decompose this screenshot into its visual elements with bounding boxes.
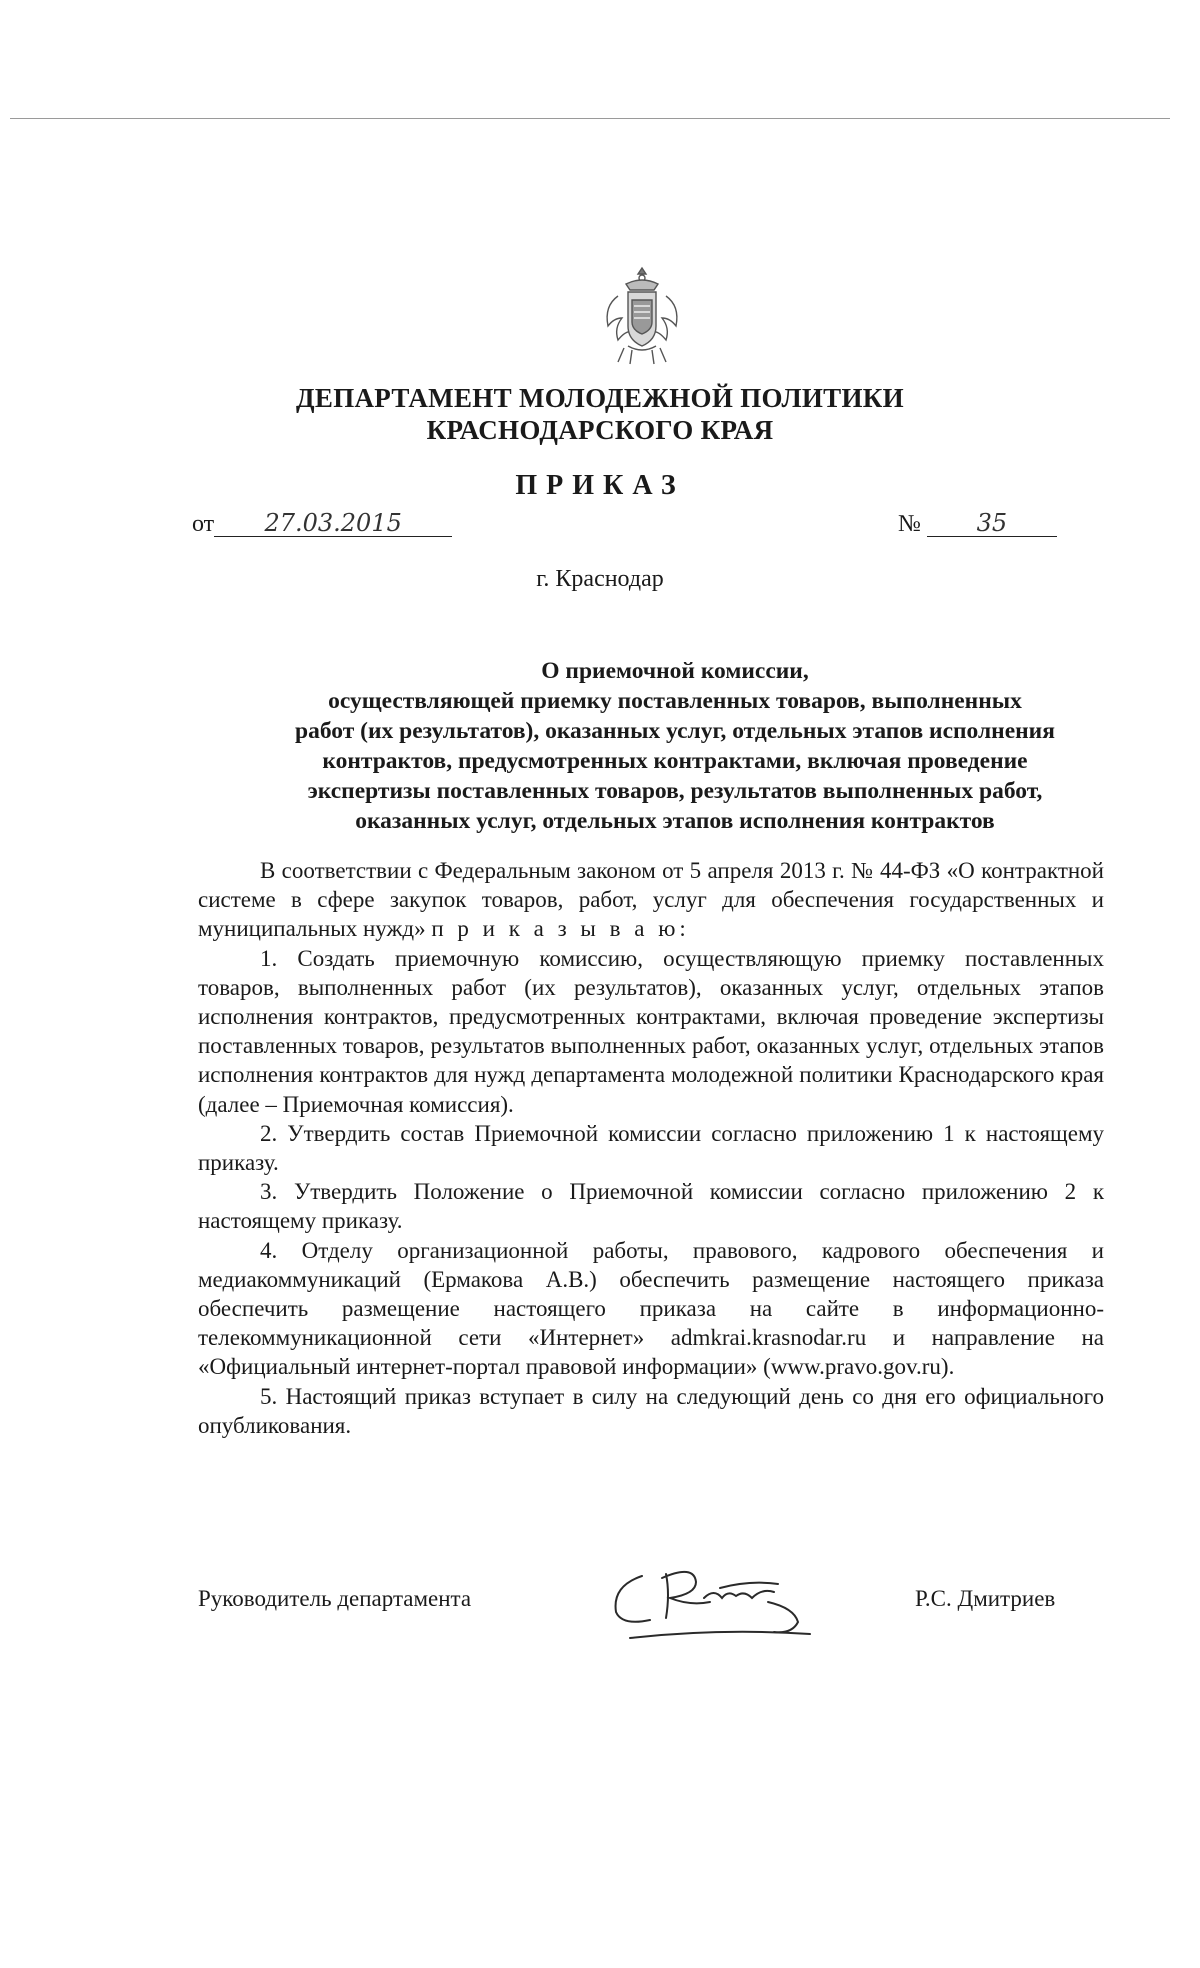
subject-line: оказанных услуг, отдельных этапов исполнения контрактов xyxy=(355,808,995,834)
org-line-1: ДЕПАРТАМЕНТ МОЛОДЕЖНОЙ ПОЛИТИКИ xyxy=(296,383,904,413)
order-item: 2. Утвердить состав Приемочной комиссии согласно приложению 1 к настоящему приказу. xyxy=(198,1120,1104,1176)
order-subject xyxy=(215,656,1135,836)
handwritten-signature xyxy=(600,1548,850,1648)
number-field xyxy=(898,510,1057,538)
subject-line: работ (их результатов), оказанных услуг, отдельных этапов исполнения xyxy=(295,718,1055,744)
order-word: п р и к а з ы в а ю: xyxy=(431,916,690,942)
date-value: 27.03.2015 xyxy=(214,510,452,537)
subject-line: контрактов, предусмотренных контрактами, включая проведение xyxy=(322,748,1028,774)
subject-line: О приемочной комиссии, xyxy=(541,658,809,684)
number-prefix: № xyxy=(898,511,921,537)
city: г. Краснодар xyxy=(536,566,664,592)
preamble-paragraph xyxy=(198,856,1104,944)
organization-name xyxy=(0,382,1200,446)
org-line-2: КРАСНОДАРСКОГО КРАЯ xyxy=(426,415,774,445)
preamble-text: В соответствии с Федеральным законом от 5 апреля 2013 г. № 44-ФЗ «О контрактной системе в сфере закупок товаров, работ, услуг для обеспечения государственных и муниципальных нужд» xyxy=(198,858,1104,942)
signatory-name: Р.С. Дмитриев xyxy=(915,1586,1056,1611)
order-item: 5. Настоящий приказ вступает в силу на следующий день со дня его официального опубликования. xyxy=(198,1383,1104,1438)
scan-top-rule xyxy=(10,118,1170,119)
order-item: 4. Отделу организационной работы, правового, кадрового обеспечения и медиакоммуникаций (Ермакова А.В.) обеспечить размещение настоящего приказа обеспечить размещение настоящего приказа на сайте в информационно-телекоммуникационной сети «Интернет» admkrai.krasnodar.ru и направление на «Официальный интернет-портал правовой информации» (www.pravo.gov.ru). xyxy=(198,1237,1104,1380)
subject-line: осуществляющей приемку поставленных товаров, выполненных xyxy=(328,688,1022,714)
number-value: 35 xyxy=(927,510,1057,537)
order-body xyxy=(198,856,1104,1440)
date-prefix: от xyxy=(192,511,215,537)
date-field xyxy=(192,510,452,538)
subject-line: экспертизы поставленных товаров, результатов выполненных работ, xyxy=(307,778,1043,804)
document-type: ПРИКАЗ xyxy=(515,470,685,501)
order-item: 1. Создать приемочную комиссию, осуществляющую приемку поставленных товаров, выполненных работ (их результатов), оказанных услуг, отдельных этапов исполнения контрактов, предусмотренных контрактами, включая проведение экспертизы поставленных товаров, результатов выполненных работ, оказанных услуг, отдельных этапов исполнения контрактов для нужд департамента молодежной политики Краснодарского края (далее – Приемочная комиссия). xyxy=(198,945,1104,1117)
order-item: 3. Утвердить Положение о Приемочной комиссии согласно приложению 2 к настоящему приказу. xyxy=(198,1179,1104,1234)
signatory-title: Руководитель департамента xyxy=(198,1586,472,1611)
coat-of-arms-emblem xyxy=(598,262,686,370)
